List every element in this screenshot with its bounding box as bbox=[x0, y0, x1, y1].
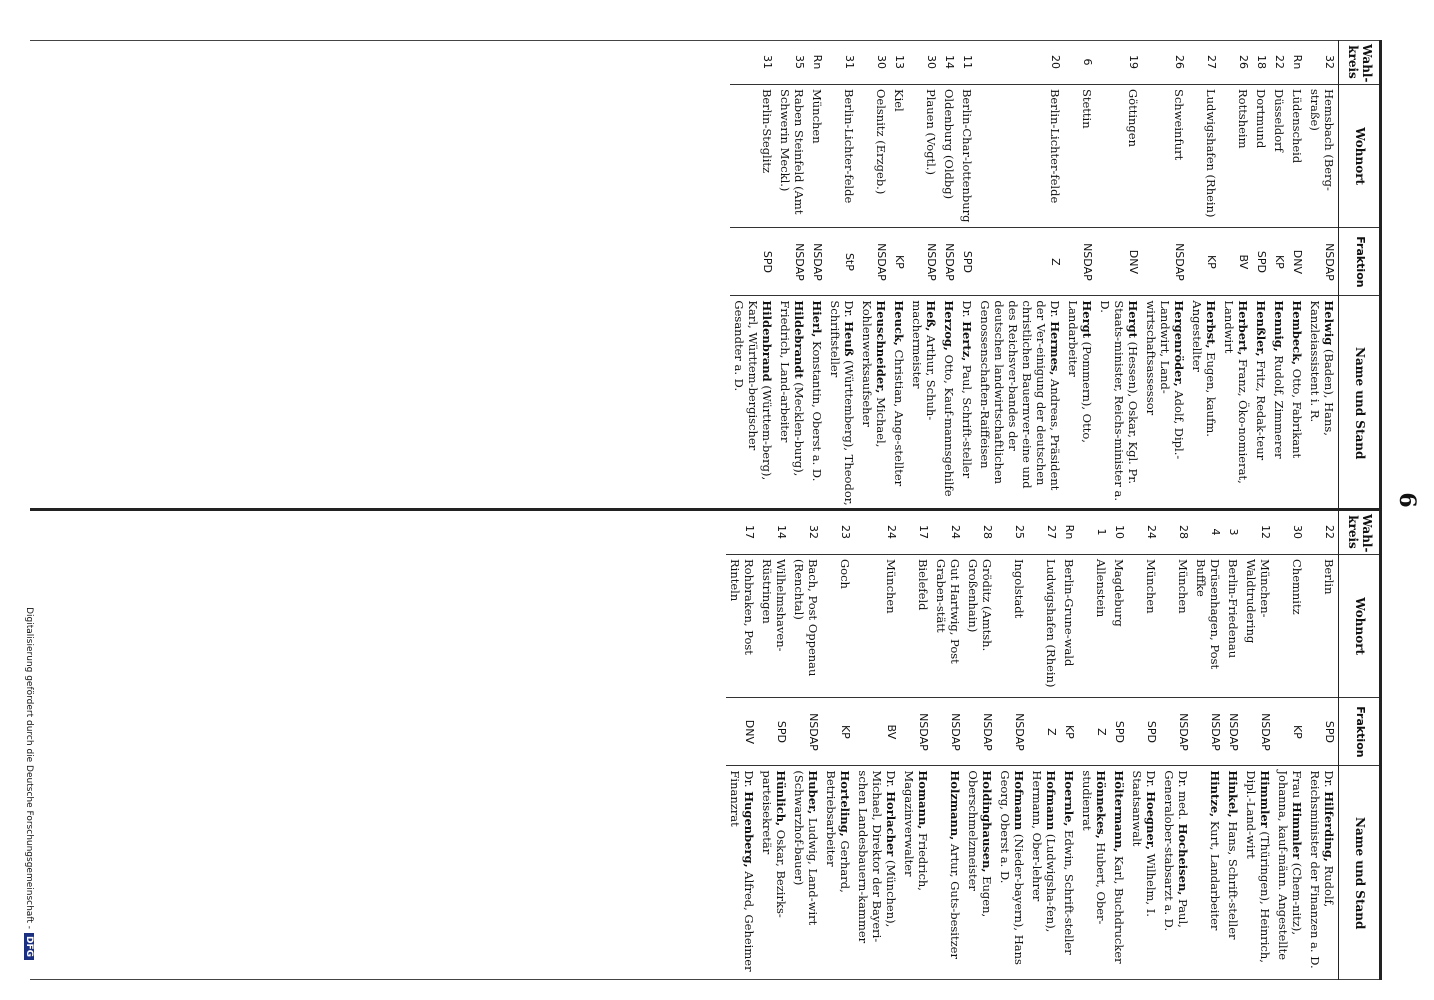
member-surname: Hertz, bbox=[960, 321, 975, 362]
member-surname: Herbst, bbox=[1204, 300, 1219, 349]
wohnort-cell: Lüdenscheid bbox=[1288, 84, 1306, 227]
name-cell bbox=[1242, 766, 1274, 980]
member-title: Dr. med. bbox=[1176, 770, 1191, 824]
wahlkreis-cell: 24 bbox=[884, 524, 898, 539]
member-row bbox=[854, 510, 900, 980]
member-row bbox=[1128, 510, 1160, 980]
member-details: (Ludwigsha-fen), Hermann, Ober-lehrer bbox=[1030, 770, 1059, 933]
members-table-left bbox=[730, 40, 1382, 510]
member-details: Paul, Generalober-stabsarzt a. D. bbox=[1162, 770, 1191, 932]
member-row bbox=[1306, 40, 1339, 510]
member-details: Wilhelm, I. Staatsanwalt bbox=[1130, 770, 1159, 917]
name-cell bbox=[1306, 766, 1339, 980]
wahlkreis-cell: 26 bbox=[1237, 54, 1251, 69]
member-row bbox=[1192, 510, 1224, 980]
member-title: Dr. bbox=[841, 300, 856, 322]
fraktion-cell: KP bbox=[1274, 698, 1306, 766]
member-title: Frau bbox=[1290, 770, 1305, 802]
name-cell bbox=[1188, 296, 1220, 510]
name-cell bbox=[940, 296, 958, 510]
wohnort-cell: Düsseldorf bbox=[1270, 84, 1288, 227]
wohnort-cell: Oelsnitz (Erzgeb.) bbox=[858, 84, 890, 227]
member-details: (Hessen), Oskar, Kgl. Pr. Staats-minister, Reichs-minister a. D. bbox=[1098, 300, 1141, 502]
member-row bbox=[940, 40, 958, 510]
name-cell bbox=[958, 296, 976, 510]
member-details: Gerhard, Betriebsarbeiter bbox=[823, 770, 852, 893]
wahlkreis-cell: 11 bbox=[961, 54, 975, 69]
wohnort-cell: Berlin-Lichter-felde bbox=[976, 84, 1064, 227]
wahlkreis-cell: 27 bbox=[1045, 524, 1059, 539]
member-row bbox=[890, 40, 908, 510]
member-row bbox=[758, 510, 790, 980]
member-details: Artur, Guts-besitzer bbox=[948, 840, 963, 959]
wohnort-cell: München bbox=[1160, 554, 1192, 697]
name-cell bbox=[726, 766, 758, 980]
name-cell bbox=[976, 296, 1064, 510]
member-row bbox=[964, 510, 996, 980]
member-details: (Württem-berg), Karl, Württem-bergischer Gesandter a. D. bbox=[731, 300, 774, 481]
name-cell bbox=[1110, 766, 1128, 980]
wohnort-cell: Wilhelmshaven-Rüstringen bbox=[758, 554, 790, 697]
wohnort-cell: Gröditz (Amtsh. Großenhain) bbox=[964, 554, 996, 697]
wohnort-cell: Plauen (Vogtl.) bbox=[908, 84, 940, 227]
fraktion-cell: NSDAP bbox=[1306, 228, 1339, 296]
member-surname: Höltermann, bbox=[1112, 770, 1127, 853]
wohnort-cell: München-Waldtrudering bbox=[1242, 554, 1274, 697]
member-row bbox=[726, 510, 758, 980]
wohnort-cell: Oldenburg (Oldbg) bbox=[940, 84, 958, 227]
name-cell bbox=[1078, 766, 1110, 980]
member-details: (Württemberg), Theodor, Schriftsteller bbox=[827, 300, 856, 506]
fraktion-cell: NSDAP bbox=[1192, 698, 1224, 766]
member-row bbox=[1288, 40, 1306, 510]
member-surname: Hergt bbox=[1080, 300, 1095, 339]
name-cell bbox=[858, 296, 890, 510]
member-surname: Hembeck, bbox=[1290, 300, 1305, 366]
member-details: Karl, Buchdrucker bbox=[1112, 852, 1127, 964]
member-details: Michael, Kohlenwerksaufseher bbox=[859, 300, 888, 448]
fraktion-cell: DNV bbox=[1288, 228, 1306, 296]
name-cell bbox=[1060, 766, 1078, 980]
wahlkreis-cell: 30 bbox=[925, 54, 939, 69]
wahlkreis-cell: 18 bbox=[1255, 54, 1269, 69]
wahlkreis-cell: 6 bbox=[1081, 58, 1095, 66]
fraktion-cell: NSDAP bbox=[940, 228, 958, 296]
fraktion-cell: SPD bbox=[1110, 698, 1128, 766]
wahlkreis-cell: 28 bbox=[981, 524, 995, 539]
wohnort-cell: Goch bbox=[822, 554, 854, 697]
fraktion-cell: NSDAP bbox=[776, 228, 808, 296]
member-row bbox=[776, 40, 808, 510]
name-cell bbox=[1142, 296, 1188, 510]
fraktion-cell: NSDAP bbox=[964, 698, 996, 766]
member-details: Konstantin, Oberst a. D. bbox=[809, 337, 824, 482]
wahlkreis-cell: 30 bbox=[874, 54, 888, 69]
member-row bbox=[1160, 510, 1192, 980]
members-table-right bbox=[726, 510, 1382, 980]
member-details: Rudolf, Reichsminister der Finanzen a. D. bbox=[1308, 770, 1337, 969]
wohnort-cell: Allenstein bbox=[1078, 554, 1110, 697]
member-row bbox=[976, 40, 1064, 510]
left-rows bbox=[730, 40, 1339, 510]
fraktion-cell: NSDAP bbox=[900, 698, 932, 766]
member-surname: Himmler bbox=[1290, 801, 1305, 860]
fraktion-cell: BV bbox=[854, 698, 900, 766]
member-details: Hans, Schrift-steller bbox=[1226, 817, 1241, 940]
name-cell bbox=[822, 766, 854, 980]
member-title: Dr. bbox=[1322, 770, 1337, 792]
member-details: (Thüringen), Heinrich, Dipl.-Land-wirt bbox=[1244, 770, 1273, 963]
member-surname: Hintze, bbox=[1208, 770, 1223, 818]
fraktion-cell: NSDAP bbox=[908, 228, 940, 296]
fraktion-cell: KP bbox=[890, 228, 908, 296]
fraktion-cell: SPD bbox=[958, 228, 976, 296]
member-details: Eugen, kaufm. Angestellter bbox=[1190, 300, 1219, 437]
member-row bbox=[808, 40, 826, 510]
fraktion-cell: DNV bbox=[1096, 228, 1142, 296]
member-details: (Nieder-bayern), Hans Georg, Oberst a. D. bbox=[998, 770, 1027, 965]
header-wahlkreis: Wahl-kreis bbox=[1339, 40, 1381, 84]
name-cell bbox=[808, 296, 826, 510]
wahlkreis-cell: 17 bbox=[742, 524, 756, 539]
member-row bbox=[1060, 510, 1078, 980]
right-rows bbox=[726, 510, 1339, 980]
wohnort-cell: Berlin-Steglitz bbox=[730, 84, 776, 227]
member-surname: Heß, bbox=[924, 300, 939, 332]
member-row bbox=[900, 510, 932, 980]
member-surname: Hergt bbox=[1126, 300, 1141, 339]
member-row bbox=[1110, 510, 1128, 980]
wohnort-cell: Ingolstadt bbox=[996, 554, 1028, 697]
name-cell bbox=[1028, 766, 1060, 980]
member-details: Eugen, Oberschmelzmeister bbox=[966, 770, 995, 918]
wahlkreis-cell: 28 bbox=[1177, 524, 1191, 539]
wahlkreis-cell: 4 bbox=[1209, 528, 1223, 536]
member-details: Edwin, Schrift-steller bbox=[1062, 826, 1077, 955]
wohnort-cell: Gut Hartwig, Post Graben-stätt bbox=[932, 554, 964, 697]
header-fraktion: Fraktion bbox=[1339, 228, 1381, 296]
name-cell bbox=[1270, 296, 1288, 510]
fraktion-cell: SPD bbox=[1252, 228, 1270, 296]
name-cell bbox=[776, 296, 808, 510]
header-wohnort: Wohnort bbox=[1339, 84, 1381, 227]
member-details: (München), Michael, Direktor der Bayeri-schen Landesbauern-kammer bbox=[855, 770, 898, 944]
wahlkreis-cell: 14 bbox=[774, 524, 788, 539]
wohnort-cell: Dortmund bbox=[1252, 84, 1270, 227]
member-surname: Horlacher bbox=[883, 791, 898, 857]
header-fraktion: Fraktion bbox=[1339, 698, 1381, 766]
member-title: Dr. bbox=[960, 300, 975, 322]
wohnort-cell: Raben Steinfeld (Amt Schwerin Meckl.) bbox=[776, 84, 808, 227]
fraktion-cell: SPD bbox=[758, 698, 790, 766]
member-row bbox=[1188, 40, 1220, 510]
fraktion-cell: NSDAP bbox=[932, 698, 964, 766]
wohnort-cell: Göttingen bbox=[1096, 84, 1142, 227]
wohnort-cell: Rohbraken, Post Rinteln bbox=[726, 554, 758, 697]
wahlkreis-cell: 1 bbox=[1095, 528, 1109, 536]
member-details: Friedrich, Magazinverwalter bbox=[902, 770, 931, 891]
member-surname: Heuck, bbox=[891, 300, 906, 346]
member-details: Paul, Schrift-steller bbox=[960, 361, 975, 479]
member-surname: Hugenberg, bbox=[741, 791, 756, 868]
wahlkreis-cell: 25 bbox=[1013, 524, 1027, 539]
member-surname: Hofmann bbox=[1012, 770, 1027, 831]
header-wohnort: Wohnort bbox=[1339, 554, 1381, 697]
wahlkreis-cell: 23 bbox=[838, 524, 852, 539]
member-row bbox=[1270, 40, 1288, 510]
name-cell bbox=[854, 766, 900, 980]
member-surname: Hinkel, bbox=[1226, 770, 1241, 818]
member-row bbox=[1096, 40, 1142, 510]
name-cell bbox=[1220, 296, 1252, 510]
member-details: Fritz, Redak-teur bbox=[1254, 356, 1269, 461]
name-cell bbox=[932, 766, 964, 980]
member-details: Kurt, Landarbeiter bbox=[1208, 817, 1223, 931]
member-title: Dr. bbox=[1144, 770, 1159, 792]
member-surname: Homann, bbox=[916, 770, 931, 830]
wahlkreis-cell: 32 bbox=[1323, 54, 1337, 69]
member-surname: Heuschneider, bbox=[873, 300, 888, 394]
wohnort-cell: München bbox=[808, 84, 826, 227]
member-surname: Holdinghausen, bbox=[980, 770, 995, 873]
name-cell bbox=[1274, 766, 1306, 980]
member-details: (Chem-nitz), Johanna, kauf-männ. Angestellte bbox=[1276, 770, 1305, 961]
name-cell bbox=[1224, 766, 1242, 980]
fraktion-cell: Z bbox=[1078, 698, 1110, 766]
member-details: Andreas, Präsident der Ver-einigung der deutschen christlichen Bauernver-eine und des Reichsver-bandes der deutschen landwirtschaftlichen Genossenschaften-Raiffeisen bbox=[978, 300, 1063, 491]
name-cell bbox=[790, 766, 822, 980]
member-details: (Pommern), Otto, Landarbeiter bbox=[1066, 300, 1095, 443]
member-surname: Henßler, bbox=[1254, 300, 1269, 357]
wahlkreis-cell: 24 bbox=[949, 524, 963, 539]
wahlkreis-cell: 26 bbox=[1173, 54, 1187, 69]
member-row bbox=[1220, 40, 1252, 510]
name-cell bbox=[908, 296, 940, 510]
wohnort-cell: Berlin-Grune-wald bbox=[1060, 554, 1078, 697]
wohnort-cell: Kiel bbox=[890, 84, 908, 227]
fraktion-cell: SPD bbox=[730, 228, 776, 296]
wahlkreis-cell: 14 bbox=[943, 54, 957, 69]
fraktion-cell: KP bbox=[1270, 228, 1288, 296]
member-row bbox=[822, 510, 854, 980]
fraktion-cell: NSDAP bbox=[1142, 228, 1188, 296]
wohnort-cell: Hemsbach (Berg-straße) bbox=[1306, 84, 1339, 227]
member-details: Arthur, Schuh-machermeister bbox=[910, 300, 939, 421]
member-surname: Holzmann, bbox=[948, 770, 963, 841]
member-row bbox=[790, 510, 822, 980]
fraktion-cell: KP bbox=[822, 698, 854, 766]
wohnort-cell: Berlin-Char-lottenburg bbox=[958, 84, 976, 227]
member-row bbox=[1078, 510, 1110, 980]
member-surname: Hofmann bbox=[1044, 770, 1059, 831]
name-cell bbox=[890, 296, 908, 510]
member-surname: Hönnekes, bbox=[1094, 770, 1109, 839]
name-cell bbox=[826, 296, 858, 510]
name-cell bbox=[1096, 296, 1142, 510]
member-details: Rudolf, Zimmerer bbox=[1272, 351, 1287, 459]
member-row bbox=[1274, 510, 1306, 980]
member-surname: Herbert, bbox=[1236, 300, 1251, 356]
name-cell bbox=[1306, 296, 1339, 510]
wahlkreis-cell: 27 bbox=[1205, 54, 1219, 69]
fraktion-cell: DNV bbox=[726, 698, 758, 766]
member-row bbox=[826, 40, 858, 510]
member-surname: Hildenbrand bbox=[759, 300, 774, 382]
fraktion-cell: NSDAP bbox=[790, 698, 822, 766]
wohnort-cell: Ludwigshafen (Rhein) bbox=[1028, 554, 1060, 697]
name-cell bbox=[1252, 296, 1270, 510]
name-cell bbox=[1128, 766, 1160, 980]
wahlkreis-cell: 10 bbox=[1113, 524, 1127, 539]
wohnort-cell: Rottsheim bbox=[1220, 84, 1252, 227]
wohnort-cell: Bach, Post Oppenau (Renchtal) bbox=[790, 554, 822, 697]
member-details: (Baden), Hans, Kanzleiassistent i. R. bbox=[1308, 300, 1337, 436]
name-cell bbox=[730, 296, 776, 510]
wahlkreis-cell: Rn bbox=[1291, 54, 1305, 70]
page-number: 6 bbox=[1394, 492, 1420, 508]
member-surname: Huber, bbox=[805, 770, 820, 815]
wahlkreis-cell: 35 bbox=[792, 54, 806, 69]
fraktion-cell: Z bbox=[1028, 698, 1060, 766]
dfg-logo: DFG bbox=[24, 933, 34, 960]
member-surname: Hildebrandt bbox=[791, 300, 806, 379]
member-title: Dr. bbox=[883, 770, 898, 792]
member-surname: Hoegner, bbox=[1144, 791, 1159, 850]
name-cell bbox=[900, 766, 932, 980]
member-row bbox=[730, 40, 776, 510]
member-row bbox=[858, 40, 890, 510]
wahlkreis-cell: 3 bbox=[1227, 528, 1241, 536]
fraktion-cell: KP bbox=[1060, 698, 1078, 766]
member-details: Alfred, Geheimer Finanzrat bbox=[727, 770, 756, 972]
member-title: Dr. bbox=[741, 770, 756, 792]
fraktion-cell: SPD bbox=[1306, 698, 1339, 766]
member-surname: Hierl, bbox=[809, 300, 824, 338]
fraktion-cell: NSDAP bbox=[1242, 698, 1274, 766]
member-row bbox=[1064, 40, 1096, 510]
name-cell bbox=[996, 766, 1028, 980]
name-cell bbox=[1160, 766, 1192, 980]
member-details: Oskar, Bezirks-parteisekretär bbox=[759, 770, 788, 918]
fraktion-cell: NSDAP bbox=[996, 698, 1028, 766]
member-row bbox=[932, 510, 964, 980]
member-row bbox=[1142, 40, 1188, 510]
member-row bbox=[1224, 510, 1242, 980]
member-row bbox=[958, 40, 976, 510]
wohnort-cell: Chemnitz bbox=[1274, 554, 1306, 697]
wahlkreis-cell: 31 bbox=[842, 54, 856, 69]
member-surname: Herzog, bbox=[942, 300, 957, 351]
wohnort-cell: München bbox=[1128, 554, 1160, 697]
member-surname: Hoernle, bbox=[1062, 770, 1077, 827]
member-row bbox=[996, 510, 1028, 980]
wahlkreis-cell: 20 bbox=[1049, 54, 1063, 69]
wohnort-cell: Berlin-Lichter-felde bbox=[826, 84, 858, 227]
fraktion-cell: KP bbox=[1188, 228, 1220, 296]
member-surname: Hünlich, bbox=[773, 770, 788, 827]
wohnort-cell: Stettin bbox=[1064, 84, 1096, 227]
wahlkreis-cell: 31 bbox=[760, 54, 774, 69]
member-surname: Hocheisen, bbox=[1176, 823, 1191, 896]
member-surname: Himmler bbox=[1258, 770, 1273, 828]
fraktion-cell: SPD bbox=[1128, 698, 1160, 766]
wohnort-cell: Magdeburg bbox=[1110, 554, 1128, 697]
member-details: Ludwig, Land-wirt (Schwarzhof-bauer) bbox=[791, 770, 820, 926]
member-details: Hubert, Ober-studienrat bbox=[1080, 770, 1109, 925]
member-title: Dr. bbox=[1048, 300, 1063, 322]
wohnort-cell: Ludwigshafen (Rhein) bbox=[1188, 84, 1220, 227]
fraktion-cell: NSDAP bbox=[1224, 698, 1242, 766]
member-details: Adolf, Dipl.-Landwirt, Land-wirtschaftsassessor bbox=[1144, 300, 1187, 460]
fraktion-cell: StP bbox=[826, 228, 858, 296]
fraktion-cell: NSDAP bbox=[1064, 228, 1096, 296]
wahlkreis-cell: 22 bbox=[1273, 54, 1287, 69]
member-surname: Horteling, bbox=[837, 770, 852, 837]
wohnort-cell: Bielefeld bbox=[900, 554, 932, 697]
header-name: Name und Stand bbox=[1339, 296, 1381, 510]
member-details: Otto, Fabrikant bbox=[1290, 365, 1305, 459]
wahlkreis-cell: 24 bbox=[1145, 524, 1159, 539]
fraktion-cell: NSDAP bbox=[1160, 698, 1192, 766]
member-row bbox=[1252, 40, 1270, 510]
wahlkreis-cell: 30 bbox=[1291, 524, 1305, 539]
member-details: Franz, Öko-nomierat, Landwirt bbox=[1222, 300, 1251, 484]
name-cell bbox=[964, 766, 996, 980]
member-details: Christian, Ange-stellter bbox=[891, 345, 906, 487]
wohnort-cell: München bbox=[854, 554, 900, 697]
wohnort-cell: Berlin-Friedenau bbox=[1224, 554, 1242, 697]
wahlkreis-cell: 22 bbox=[1323, 524, 1337, 539]
wohnort-cell: Drüsenhagen, Post Buffke bbox=[1192, 554, 1224, 697]
name-cell bbox=[1064, 296, 1096, 510]
name-cell bbox=[1288, 296, 1306, 510]
member-surname: Heuß bbox=[841, 321, 856, 357]
member-details: Otto, Kauf-mannsgehilfe bbox=[942, 350, 957, 497]
wahlkreis-cell: 13 bbox=[892, 54, 906, 69]
fraktion-cell: BV bbox=[1220, 228, 1252, 296]
header-name: Name und Stand bbox=[1339, 766, 1381, 980]
member-surname: Helwig bbox=[1322, 300, 1337, 346]
wohnort-cell: Berlin bbox=[1306, 554, 1339, 697]
fraktion-cell: NSDAP bbox=[808, 228, 826, 296]
member-surname: Hermes, bbox=[1048, 321, 1063, 376]
member-row bbox=[1306, 510, 1339, 980]
fraktion-cell: NSDAP bbox=[858, 228, 890, 296]
member-surname: Hilferding, bbox=[1322, 791, 1337, 862]
member-row bbox=[1242, 510, 1274, 980]
member-row bbox=[908, 40, 940, 510]
wahlkreis-cell: 12 bbox=[1259, 524, 1273, 539]
member-surname: Hergenröder, bbox=[1172, 300, 1187, 387]
member-details: (Mecklen-burg), Friedrich, Land-arbeiter bbox=[777, 300, 806, 477]
wahlkreis-cell: Rn bbox=[810, 54, 824, 70]
wahlkreis-cell: 17 bbox=[917, 524, 931, 539]
wohnort-cell: Schweinfurt bbox=[1142, 84, 1188, 227]
header-wahlkreis: Wahl-kreis bbox=[1339, 510, 1381, 554]
wahlkreis-cell: 19 bbox=[1127, 54, 1141, 69]
wahlkreis-cell: 32 bbox=[806, 524, 820, 539]
fraktion-cell: Z bbox=[976, 228, 1064, 296]
member-row bbox=[1028, 510, 1060, 980]
digitization-note bbox=[24, 40, 34, 960]
name-cell bbox=[758, 766, 790, 980]
member-surname: Hennig, bbox=[1272, 300, 1287, 352]
footer-text: Digitalisierung gefördert durch die Deutsche Forschungsgemeinschaft - bbox=[24, 607, 34, 929]
name-cell bbox=[1192, 766, 1224, 980]
wahlkreis-cell: Rn bbox=[1063, 524, 1077, 540]
